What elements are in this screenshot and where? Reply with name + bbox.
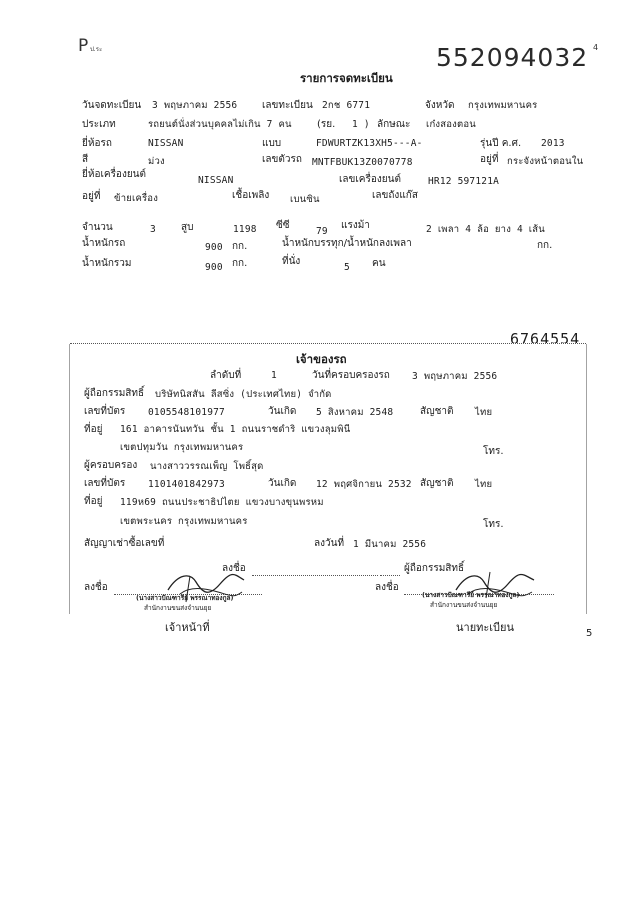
corner-mark: P xyxy=(78,36,89,56)
owner-sign-label: ผู้ถือกรรมสิทธิ์ xyxy=(404,563,465,574)
owner-id-value: 0105548101977 xyxy=(148,407,225,418)
corner-mark-small: ป.ระ xyxy=(90,46,103,53)
section-divider xyxy=(70,343,586,344)
cylinder-unit: สูบ xyxy=(181,222,194,233)
seats-value: 5 xyxy=(344,262,350,273)
gas-tank-label: เลขถังแก๊ส xyxy=(372,190,418,201)
owner-sign-line-lead xyxy=(380,575,400,576)
brand-value: NISSAN xyxy=(148,138,184,149)
weight-total-label: น้ำหนักรวม xyxy=(82,258,132,269)
hp-label: แรงม้า xyxy=(341,220,370,231)
axle-value: 2 เพลา 4 ล้อ ยาง 4 เส้น xyxy=(426,224,545,235)
brand-label: ยี่ห้อรถ xyxy=(82,138,112,149)
holder-value: นางสาววรรณเพ็ญ โพธิ์สุด xyxy=(150,461,264,472)
handwritten-suffix: 4 xyxy=(593,43,599,52)
owner-section-title: เจ้าของรถ xyxy=(296,352,347,366)
owner-tel-label: โทร. xyxy=(483,446,504,457)
officer-signature xyxy=(160,568,250,608)
weight-total-unit: กก. xyxy=(232,258,248,269)
officer-title: เจ้าหน้าที่ xyxy=(165,621,210,634)
holder-address-line1: 119ห69 ถนนประชาธิปไตย แขวงบางขุนพรหม xyxy=(120,497,324,508)
weight-car-unit: กก. xyxy=(232,241,248,252)
holder-nationality-label: สัญชาติ xyxy=(420,478,454,489)
chassis-loc-label: อยู่ที่ xyxy=(480,154,499,165)
lease-date-label: ลงวันที่ xyxy=(314,538,345,549)
registrar-stamp-line1: (นางสาวปัณฑารีย์ พรรณาทองกูล) xyxy=(422,591,520,599)
cc-label: ซีซี xyxy=(276,220,290,231)
engine-loc-value: ข้ายเครื่อง xyxy=(114,193,159,204)
hp-value: 79 xyxy=(316,226,328,237)
owner-dob-label: วันเกิด xyxy=(268,406,297,417)
document-title: รายการจดทะเบียน xyxy=(300,71,393,85)
year-value: 2013 xyxy=(541,138,565,149)
holder-label: ผู้ครอบครอง xyxy=(84,460,138,471)
lease-label: สัญญาเช่าซื้อเลขที่ xyxy=(84,538,165,549)
owner-label: ผู้ถือกรรมสิทธิ์ xyxy=(84,388,145,399)
style-value: เก๋งสองตอน xyxy=(426,119,476,130)
officer-sign-label: ลงชื่อ xyxy=(84,582,108,593)
rs-value: 1 ) xyxy=(352,119,370,130)
engine-loc-label: อยู่ที่ xyxy=(82,191,101,202)
color-label: สี xyxy=(82,154,89,165)
model-label: แบบ xyxy=(262,138,282,149)
engine-brand-value: NISSAN xyxy=(198,175,234,186)
province-value: กรุงเทพมหานคร xyxy=(468,100,538,111)
chassis-value: MNTFBUK13Z0070778 xyxy=(312,157,413,168)
reg-date-value: 3 พฤษภาคม 2556 xyxy=(152,100,238,111)
order-label: ลำดับที่ xyxy=(210,370,242,381)
color-value: ม่วง xyxy=(148,156,165,167)
holder-address-label: ที่อยู่ xyxy=(84,496,103,507)
weight-total-value: 900 xyxy=(205,262,223,273)
sign-line xyxy=(252,575,378,576)
possession-date-value: 3 พฤษภาคม 2556 xyxy=(412,371,498,382)
reg-number-label: เลขทะเบียน xyxy=(262,100,313,111)
left-vertical-rule xyxy=(69,344,70,614)
style-label: ลักษณะ xyxy=(377,119,411,130)
registrar-stamp-line2: สำนักงานขนส่งจำนนยุย xyxy=(430,601,498,609)
officer-stamp-line2: สำนักงานขนส่งจำนนยุย xyxy=(144,604,212,612)
cc-value: 1198 xyxy=(233,224,257,235)
fuel-label: เชื้อเพลิง xyxy=(232,190,270,201)
type-value: รถยนต์นั่งส่วนบุคคลไม่เกิน 7 คน xyxy=(148,119,292,130)
load-label: น้ำหนักบรรทุก/น้ำหนักลงเพลา xyxy=(282,238,412,249)
registrar-signature xyxy=(450,566,540,606)
holder-address-line2: เขตพระนคร กรุงเทพมหานคร xyxy=(120,516,248,527)
rs-label: (รย. xyxy=(317,119,336,130)
registrar-title: นายทะเบียน xyxy=(456,621,515,634)
stamp-number: 6764554 xyxy=(510,332,581,343)
cylinder-count-value: 3 xyxy=(150,224,156,235)
officer-stamp-line1: (นางสาวปัณฑารีย์ พรรณาทองกูล) xyxy=(136,594,234,602)
possession-date-label: วันที่ครอบครองรถ xyxy=(312,370,390,381)
page-number: 5 xyxy=(586,628,593,639)
sign-label: ลงชื่อ xyxy=(222,563,246,574)
owner-address-line1: 161 อาคารนันทวัน ชั้น 1 ถนนราชดำริ แขวงลุมพินี xyxy=(120,424,351,435)
holder-nationality-value: ไทย xyxy=(475,479,493,490)
province-label: จังหวัด xyxy=(425,100,455,111)
chassis-label: เลขตัวรถ xyxy=(262,154,302,165)
type-label: ประเภท xyxy=(82,119,116,130)
chassis-loc-value: กระจังหน้าตอนใน xyxy=(507,156,584,167)
fuel-value: เบนซิน xyxy=(290,194,320,205)
engine-no-value: HR12 597121A xyxy=(428,176,500,187)
holder-id-value: 1101401842973 xyxy=(148,479,225,490)
model-value: FDWURTZK13XH5---A- xyxy=(316,138,423,149)
owner-nationality-value: ไทย xyxy=(475,407,493,418)
seats-label: ที่นั่ง xyxy=(282,256,301,267)
registrar-sign-label: ลงชื่อ xyxy=(375,582,399,593)
reg-date-label: วันจดทะเบียน xyxy=(82,100,142,111)
holder-dob-value: 12 พฤศจิกายน 2532 xyxy=(316,479,412,490)
owner-dob-value: 5 สิงหาคม 2548 xyxy=(316,407,394,418)
engine-no-label: เลขเครื่องยนต์ xyxy=(339,174,401,185)
owner-nationality-label: สัญชาติ xyxy=(420,406,454,417)
year-label: รุ่นปี ค.ศ. xyxy=(480,138,522,149)
order-value: 1 xyxy=(271,370,277,381)
reg-number-value: 2กช 6771 xyxy=(322,100,371,111)
weight-car-value: 900 xyxy=(205,242,223,253)
owner-address-line2: เขตปทุมวัน กรุงเทพมหานคร xyxy=(120,442,244,453)
owner-value: บริษัทนิสสัน ลีสซิ่ง (ประเทศไทย) จำกัด xyxy=(155,389,332,400)
owner-id-label: เลขที่บัตร xyxy=(84,406,126,417)
owner-address-label: ที่อยู่ xyxy=(84,424,103,435)
lease-date-value: 1 มีนาคม 2556 xyxy=(353,539,427,550)
right-vertical-rule xyxy=(586,344,587,614)
seats-unit: คน xyxy=(372,258,386,269)
load-unit: กก. xyxy=(537,240,553,251)
handwritten-number: 552094032 xyxy=(436,43,589,72)
weight-car-label: น้ำหนักรถ xyxy=(82,238,126,249)
holder-id-label: เลขที่บัตร xyxy=(84,478,126,489)
holder-tel-label: โทร. xyxy=(483,519,504,530)
cylinder-count-label: จำนวน xyxy=(82,222,113,233)
holder-dob-label: วันเกิด xyxy=(268,478,297,489)
engine-brand-label: ยี่ห้อเครื่องยนต์ xyxy=(82,169,147,180)
